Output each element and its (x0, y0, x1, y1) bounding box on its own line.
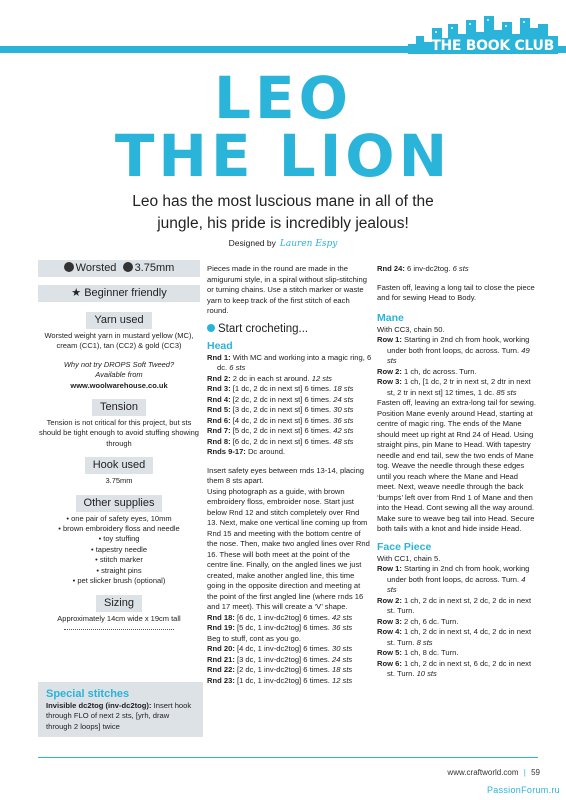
row-text: Dc around. (247, 447, 286, 456)
row-text: [3 dc, 2 dc in next st] 6 times. (232, 405, 332, 414)
pattern-row (207, 395, 372, 406)
right-column (377, 264, 537, 680)
round-intro: Pieces made in the round are made in the amigurumi style, in a spiral without slip-stitching or turning chains. Use a stitch marker or waste yarn to keep track of the first stitch of each round. (207, 264, 367, 315)
head-heading: Head (207, 339, 233, 352)
stitch-count: 48 sts (333, 436, 354, 446)
row-label: Rnd 8: (207, 436, 231, 446)
yarn-ball-icon (64, 262, 74, 272)
row-text: Starting in 2nd ch from hook, working under both front loops, dc across. Turn. (387, 335, 530, 355)
footer-site[interactable]: www.craftworld.com (447, 768, 519, 777)
list-item: • tapestry needle (90, 544, 147, 554)
footer (0, 768, 540, 777)
intro-line2: jungle, his pride is incredibly jealous! (157, 215, 409, 232)
row-text: 2 ch, 6 dc. Turn. (404, 616, 459, 626)
page-title-line1: LEO (214, 64, 352, 132)
stitch-count: 49 sts (387, 345, 530, 365)
row-text: [6 dc, 1 inv-dc2tog] 6 times. (236, 612, 330, 622)
stitch-count: 8 sts (416, 637, 433, 647)
stitch-count: 30 sts (331, 644, 353, 653)
sidebar (38, 260, 200, 630)
pattern-row (207, 384, 372, 395)
stitch-count: 10 sts (416, 669, 437, 678)
row-label: Row 4: (377, 627, 402, 636)
pattern-row (207, 405, 372, 416)
stitch-count: 24 sts (333, 394, 354, 404)
designer-credit (0, 238, 566, 249)
row-label: Rnd 2: (207, 373, 231, 383)
page-title-line2: THE LION (114, 122, 452, 190)
level-value: Beginner friendly (84, 287, 167, 299)
row-text: 1 ch, [1 dc, 2 tr in next st, 2 dtr in next st, 2 tr in next st] 12 times, 1 dc. (387, 377, 531, 397)
page-number: 59 (531, 768, 540, 777)
pattern-row (207, 613, 372, 624)
tweed-line1: Why not try DROPS Soft Tweed? (63, 359, 175, 369)
mane-start: With CC3, chain 50. (377, 324, 445, 334)
tension-text: Tension is not critical for this project, but sts should be tight enough to avoid stuffing showing through (39, 418, 199, 448)
row-label: Row 6: (377, 658, 402, 668)
row-label: Row 5: (377, 648, 402, 657)
tweed-line2: Available from (95, 370, 143, 380)
section-label: THE BOOK CLUB (431, 38, 554, 54)
dotted-divider (64, 629, 174, 630)
start-crocheting: Start crocheting... (207, 322, 372, 337)
row-label: Rnd 19: (207, 623, 235, 632)
footer-rule (38, 757, 538, 758)
stitch-count: 18 sts (331, 665, 353, 674)
special-stitches-heading: Special stitches (46, 688, 130, 700)
row-label: Rnd 23: (207, 675, 235, 685)
pattern-row (377, 596, 537, 617)
stitch-count: 18 sts (333, 384, 354, 393)
row-label: Row 2: (377, 366, 402, 376)
bullet-icon (207, 324, 215, 332)
level-badge (38, 285, 200, 302)
mane-text (377, 398, 537, 535)
row-label: Rnd 5: (207, 405, 231, 414)
row-label: Rnds 9-17: (207, 447, 246, 456)
row-text: [5 dc, 2 dc in next st] 6 times. (232, 426, 332, 435)
row-text: [1 dc, 2 dc in next st] 6 times. (232, 384, 332, 393)
pattern-row (207, 447, 372, 458)
stitch-count: 42 sts (331, 612, 353, 622)
middle-column (207, 264, 372, 686)
stitch-count: 12 sts (331, 675, 353, 685)
intro-text (40, 191, 526, 235)
pattern-row (207, 437, 372, 448)
special-stitch-text: Insert hook through FLO of next 2 sts, [yrh, draw through 2 loops] twice (46, 701, 192, 731)
stitch-count: 6 sts (452, 264, 469, 273)
pattern-row (377, 564, 537, 596)
pattern-row (207, 655, 372, 666)
stitch-count: 36 sts (333, 415, 354, 425)
row-label: Rnd 7: (207, 426, 231, 435)
sizing-text: Approximately 14cm wide x 19cm tall (57, 613, 181, 623)
supplier-link[interactable]: www.woolwarehouse.co.uk (70, 380, 168, 390)
stitch-count: 36 sts (331, 623, 353, 632)
pattern-row (207, 374, 372, 385)
mane-rows (377, 335, 537, 398)
list-item: • pet slicker brush (optional) (72, 576, 166, 586)
pattern-row (207, 665, 372, 676)
pattern-row (207, 416, 372, 427)
row-text: 1 ch, 8 dc. Turn. (404, 648, 459, 657)
weight-value: Worsted (75, 262, 117, 274)
row-text: [3 dc, 1 inv-dc2tog] 6 times. (236, 654, 330, 664)
yarn-used-text: Worsted weight yarn in mustard yellow (MC), cream (CC1), tan (CC2) & gold (CC3) (44, 331, 194, 351)
row-text: [2 dc, 1 inv-dc2tog] 6 times. (236, 665, 330, 674)
stitch-count: 12 sts (311, 373, 332, 383)
row-text: [2 dc, 2 dc in next st] 6 times. (232, 394, 332, 404)
mane-heading: Mane (377, 311, 404, 324)
pattern-row (377, 659, 537, 680)
special-stitch-term: Invisible dc2tog (inv-dc2tog): (46, 701, 152, 710)
pattern-row (377, 367, 537, 378)
designer-prefix: Designed by (228, 238, 276, 248)
hook-icon (123, 262, 133, 272)
stitch-count: 4 sts (387, 574, 526, 594)
row-text: 1 ch, 2 dc in next st, 2 dc, 2 dc in next st. Turn. (387, 595, 532, 615)
row-label: Rnd 21: (207, 654, 235, 664)
row-label: Rnd 18: (207, 612, 235, 622)
list-item: • brown embroidery floss and needle (58, 524, 180, 534)
hook-size-value: 3.75mm (134, 262, 175, 274)
row-text: Beg to stuff, cont as you go. (207, 633, 301, 643)
pattern-row (207, 426, 372, 437)
hook-used-heading: Hook used (85, 457, 154, 474)
row-label: Row 3: (377, 377, 402, 386)
list-item: • straight pins (96, 565, 142, 575)
stitch-count: 85 sts (496, 387, 517, 397)
row-text: [6 dc, 2 dc in next st] 6 times. (232, 436, 332, 446)
head-rows-2 (207, 613, 372, 687)
tension-heading: Tension (92, 399, 146, 416)
face-rows (377, 564, 537, 680)
hook-used-text: 3.75mm (105, 476, 133, 486)
face-start: With CC1, chain 5. (377, 553, 441, 563)
row-label: Rnd 3: (207, 384, 231, 393)
pattern-row (377, 627, 537, 648)
row-label: Rnd 6: (207, 415, 231, 425)
mane-paragraph: Position Mane evenly around Head, starting at centre of magic ring. The ends of the Mane should meet up right at Rnd 24 of Head. Using straight pins, pin Mane to Head. With tapestry needle and end tail, sew the two ends of Mane tog. Weave the needle through these edges until you reach where the Mane and Head meet. Next, weave needle through the back ‘bumps’ left over from Rnd 1 of Mane and then into the Head. Cont sewing all the way around. Make sure to weave beg tail into Head. Secure both tails with a knot and hide inside Head. (377, 408, 535, 533)
pattern-row (207, 644, 372, 655)
book-club-header (408, 14, 558, 54)
row-label: Row 3: (377, 616, 402, 626)
face-heading: Face Piece (377, 540, 432, 553)
other-supplies-heading: Other supplies (76, 495, 163, 512)
row-text: [4 dc, 2 dc in next st] 6 times. (232, 415, 332, 425)
pattern-row (207, 353, 372, 374)
supplies-list (38, 514, 200, 587)
head-rows (207, 353, 372, 458)
pattern-row (377, 648, 537, 659)
row-label: Rnd 22: (207, 665, 235, 674)
pattern-row (207, 634, 372, 645)
list-item: • toy stuffing (98, 534, 140, 544)
row-text: [5 dc, 1 inv-dc2tog] 6 times. (236, 623, 330, 632)
eyes-text: Insert safety eyes between rnds 13-14, placing them 8 sts apart. (207, 465, 365, 485)
stitch-count: 42 sts (333, 426, 354, 435)
row-text: 2 dc in each st around. (232, 373, 310, 383)
row-label: Rnd 1: (207, 352, 231, 362)
star-icon: ★ (71, 287, 82, 299)
row-label: Rnd 20: (207, 644, 235, 653)
row-label: Row 2: (377, 595, 402, 605)
row-text: Starting in 2nd ch from hook, working under both front loops, dc across. Turn. (387, 564, 530, 584)
list-item: • one pair of safety eyes, 10mm (66, 513, 172, 523)
row-text: With MC and working into a magic ring, 6 dc. (217, 352, 372, 372)
stitch-count: 6 sts (229, 363, 246, 372)
row-text: 1 ch, 2 dc in next st, 4 dc, 2 dc in next st. Turn. (387, 627, 532, 647)
row-label: Rnd 4: (207, 394, 231, 404)
row-text: [1 dc, 1 inv-dc2tog] 6 times. (236, 675, 330, 685)
mane-paragraph: Fasten off, leaving an extra-long tail for sewing. (377, 398, 536, 407)
stitch-count: 24 sts (331, 654, 353, 664)
row-label: Row 1: (377, 564, 402, 573)
pattern-row (377, 617, 537, 628)
special-stitches-box (38, 682, 203, 737)
rnd24-row (377, 264, 537, 275)
nose-text: Using photograph as a guide, with brown embroidery floss, embroider nose. Start just below Rnd 12 and stitch completely over Rnd 13. Next, make one vertical line coming up from Rnd 15 and meeting with the bottom centre of the nose. Then, make two angled lines over Rnd 16. These will both meet at the point of the centre line. Finally, on the angled lines we just created, make another angled line, this time going in the opposite direction and meeting at the point of the first angled line (where rnds 16 and 17 meet). This will create a ‘V’ shape. (207, 486, 370, 611)
row-label: Row 1: (377, 335, 402, 344)
yarn-used-heading: Yarn used (86, 312, 151, 329)
row-label: Rnd 24: (377, 264, 405, 273)
row-text: 6 inv-dc2tog. (406, 264, 451, 273)
pattern-row (377, 335, 537, 367)
pattern-row (207, 676, 372, 687)
pattern-row (207, 623, 372, 634)
intro-line1: Leo has the most luscious mane in all of the (132, 193, 434, 210)
fasten-text: Fasten off, leaving a long tail to close the piece and for sewing Head to Body. (377, 282, 535, 302)
pattern-row (377, 377, 537, 398)
footer-sep: | (523, 768, 526, 777)
list-item: • stitch marker (95, 555, 143, 565)
designer-name: Lauren Espy (279, 239, 338, 249)
row-text: 1 ch, 2 dc in next st, 6 dc, 2 dc in next st. Turn. (387, 658, 532, 678)
row-text: 1 ch, dc across. Turn. (404, 366, 477, 376)
watermark: PassionForum.ru (486, 785, 560, 795)
pattern-row (377, 264, 537, 275)
weight-hook-badge (38, 260, 200, 277)
sizing-heading: Sizing (96, 595, 142, 612)
row-text: [4 dc, 1 inv-dc2tog] 6 times. (236, 644, 330, 653)
stitch-count: 30 sts (333, 405, 354, 414)
